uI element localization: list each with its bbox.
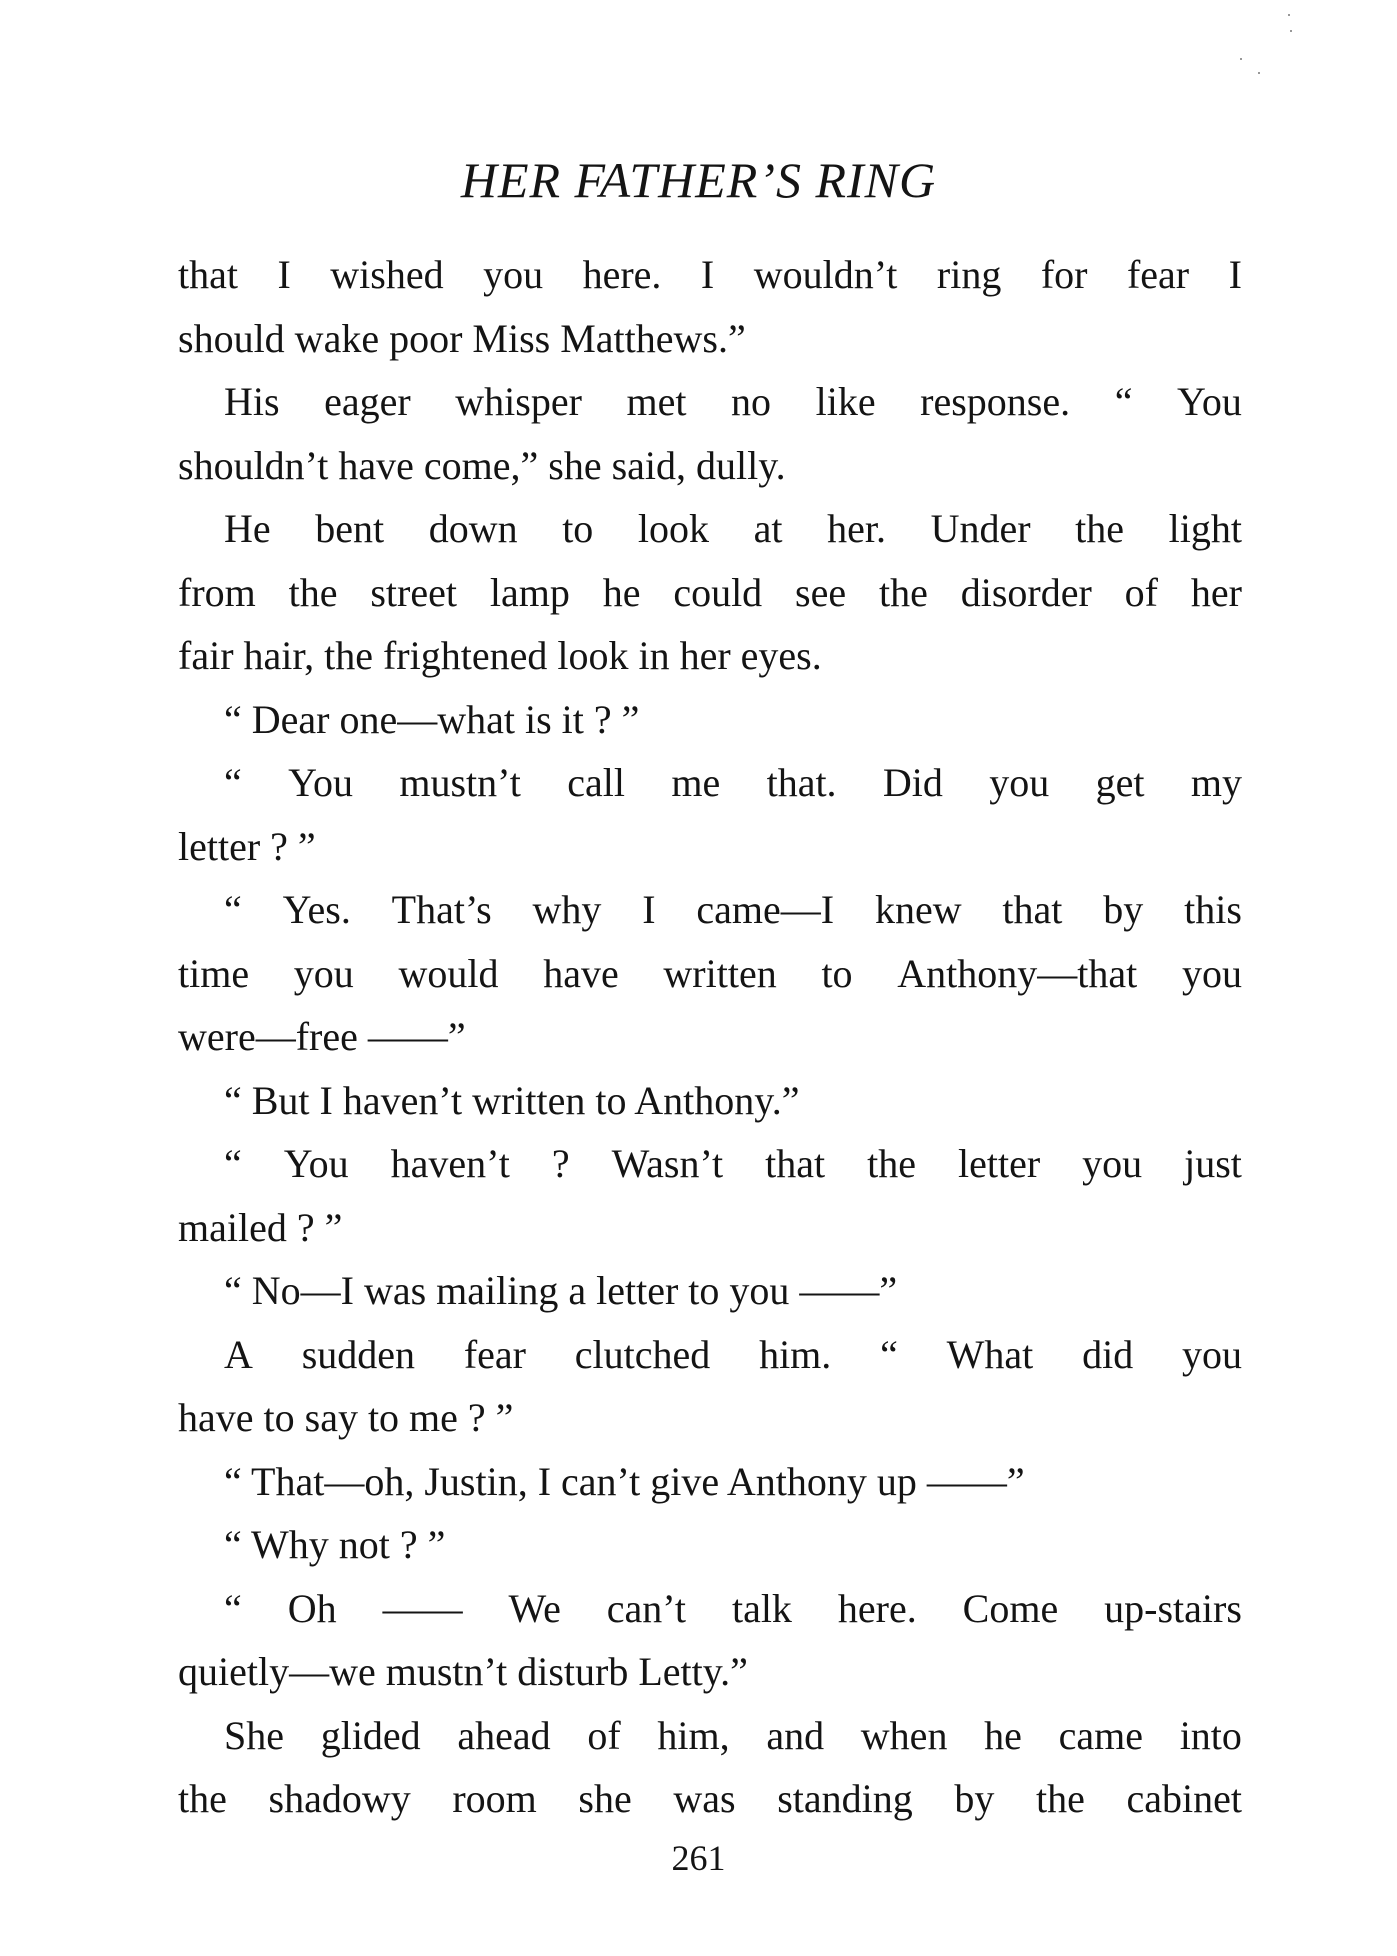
body-text	[178, 243, 1242, 1831]
text-line: have to say to me ? ”	[178, 1395, 514, 1440]
word: at	[753, 506, 783, 551]
word: the	[1036, 1776, 1085, 1821]
word: of	[1124, 569, 1158, 615]
word: by	[954, 1776, 995, 1821]
word: You	[283, 1141, 349, 1186]
word: her.	[827, 506, 886, 551]
word: did	[1082, 1331, 1134, 1377]
word: she	[578, 1776, 632, 1821]
word: when	[860, 1712, 948, 1758]
word: room	[452, 1776, 537, 1821]
word: and	[766, 1712, 825, 1758]
text-line	[178, 1323, 1242, 1387]
word: Under	[930, 506, 1031, 551]
word: wished	[330, 252, 444, 297]
word: up-stairs	[1104, 1585, 1242, 1631]
text-line: were—free ——”	[178, 1014, 466, 1059]
word: was	[673, 1776, 736, 1821]
word: why	[532, 887, 602, 932]
text-line	[178, 751, 1242, 815]
word: standing	[777, 1776, 913, 1821]
word: you	[1082, 1141, 1143, 1186]
word: he	[984, 1712, 1022, 1758]
word: fear	[463, 1331, 526, 1377]
word: here.	[582, 252, 662, 297]
word: Come	[962, 1585, 1059, 1631]
word: ahead	[457, 1712, 551, 1758]
word: would	[398, 950, 499, 996]
word: him.	[759, 1331, 832, 1377]
word: the	[288, 569, 338, 615]
word: ring	[936, 252, 1002, 297]
word: response.	[920, 379, 1071, 424]
word: have	[543, 950, 619, 996]
word: look	[637, 506, 710, 551]
word: eager	[324, 379, 411, 424]
word: down	[428, 506, 518, 551]
word: of	[587, 1712, 621, 1758]
word: You	[288, 760, 354, 805]
word: Yes.	[282, 887, 351, 932]
word: written	[663, 950, 777, 996]
print-speck	[1290, 30, 1292, 32]
text-line	[178, 1577, 1242, 1641]
word: “	[224, 887, 242, 932]
word: by	[1103, 887, 1144, 932]
word: You	[1177, 379, 1242, 424]
word: street	[370, 569, 457, 615]
page-number: 261	[671, 1838, 726, 1878]
word: you	[989, 760, 1050, 805]
word: that	[1002, 887, 1063, 932]
word: from	[178, 569, 256, 615]
running-head: HER FATHER’S RING	[460, 152, 937, 208]
word: ?	[551, 1141, 570, 1186]
text-line	[178, 497, 1242, 561]
text-line	[178, 243, 1242, 307]
text-line: “ But I haven’t written to Anthony.”	[224, 1077, 800, 1123]
word: the	[867, 1141, 916, 1186]
word: her	[1190, 569, 1242, 615]
word: came	[1058, 1712, 1143, 1758]
text-line: should wake poor Miss Matthews.”	[178, 315, 746, 361]
text-line: shouldn’t have come,” she said, dully.	[178, 442, 786, 488]
word: that	[178, 252, 238, 297]
word: haven’t	[390, 1141, 510, 1186]
word: I	[1228, 252, 1242, 297]
word: clutched	[574, 1331, 711, 1377]
word: A	[224, 1331, 253, 1377]
text-line: “ Why not ? ”	[224, 1522, 446, 1567]
text-line: “ Dear one—what is it ? ”	[224, 696, 640, 742]
word: fear	[1126, 252, 1190, 297]
print-speck	[1258, 72, 1260, 74]
text-line	[178, 370, 1242, 434]
word: you	[293, 950, 354, 996]
word: time	[178, 950, 250, 996]
word: “	[880, 1331, 898, 1377]
word: Wasn’t	[611, 1141, 724, 1186]
word: sudden	[301, 1331, 416, 1377]
word: to	[821, 950, 853, 996]
word: I	[277, 252, 291, 297]
word: glided	[320, 1712, 421, 1758]
word: that.	[766, 760, 837, 805]
word: call	[567, 760, 625, 805]
word: see	[795, 569, 847, 615]
text-line	[178, 1704, 1242, 1768]
text-line: “ No—I was mailing a letter to you ——”	[224, 1268, 898, 1313]
word: Did	[882, 760, 943, 805]
word: lamp	[489, 569, 570, 615]
word: him,	[657, 1712, 730, 1758]
text-line: quietly—we mustn’t disturb Letty.”	[178, 1649, 748, 1694]
word: no	[731, 379, 772, 424]
word: my	[1190, 760, 1242, 805]
word: for	[1040, 252, 1088, 297]
word: to	[562, 506, 594, 551]
word: the	[1075, 506, 1124, 551]
word: “	[224, 1585, 242, 1631]
word: the	[878, 569, 928, 615]
word: “	[1114, 379, 1133, 424]
word: he	[602, 569, 641, 615]
word: “	[224, 1141, 242, 1186]
word: light	[1168, 506, 1242, 551]
word: can’t	[606, 1585, 686, 1631]
word: wouldn’t	[753, 252, 898, 297]
word: talk	[731, 1585, 792, 1631]
word: ——	[382, 1585, 463, 1631]
word: bent	[315, 506, 385, 551]
word: letter	[957, 1141, 1041, 1186]
text-line	[178, 878, 1242, 942]
word: you	[483, 252, 544, 297]
text-line: fair hair, the frightened look in her eyes.	[178, 633, 822, 678]
word: that	[765, 1141, 826, 1186]
word: the	[178, 1776, 227, 1821]
word: shadowy	[268, 1776, 411, 1821]
word: mustn’t	[399, 760, 521, 805]
word: you	[1182, 1331, 1242, 1377]
word: His	[224, 379, 280, 424]
word: me	[671, 760, 721, 805]
word: you	[1181, 950, 1242, 996]
word: I	[700, 252, 715, 297]
text-line	[178, 561, 1242, 625]
word: We	[508, 1585, 561, 1631]
word: She	[224, 1712, 284, 1758]
text-line	[178, 942, 1242, 1006]
word: That’s	[391, 887, 492, 932]
word: whisper	[455, 379, 582, 424]
word: “	[224, 760, 242, 805]
word: into	[1179, 1712, 1242, 1758]
word: met	[626, 379, 687, 424]
word: Oh	[287, 1585, 337, 1631]
print-speck	[1240, 58, 1242, 60]
word: could	[673, 569, 763, 615]
word: came—I	[696, 887, 835, 932]
word: like	[815, 379, 876, 424]
word: here.	[837, 1585, 917, 1631]
text-line: mailed ? ”	[178, 1204, 343, 1250]
text-line	[178, 1132, 1242, 1196]
word: knew	[874, 887, 962, 932]
word: this	[1184, 887, 1242, 932]
word: just	[1184, 1141, 1242, 1186]
word: get	[1095, 760, 1145, 805]
word: disorder	[960, 569, 1092, 615]
word: cabinet	[1126, 1776, 1242, 1821]
text-line: letter ? ”	[178, 823, 316, 869]
word: He	[224, 506, 271, 551]
text-line: “ That—oh, Justin, I can’t give Anthony up ——”	[224, 1458, 1025, 1504]
text-line	[178, 1767, 1242, 1831]
print-speck	[1288, 14, 1290, 16]
word: What	[946, 1331, 1034, 1377]
word: Anthony—that	[897, 950, 1138, 996]
word: I	[642, 887, 656, 932]
